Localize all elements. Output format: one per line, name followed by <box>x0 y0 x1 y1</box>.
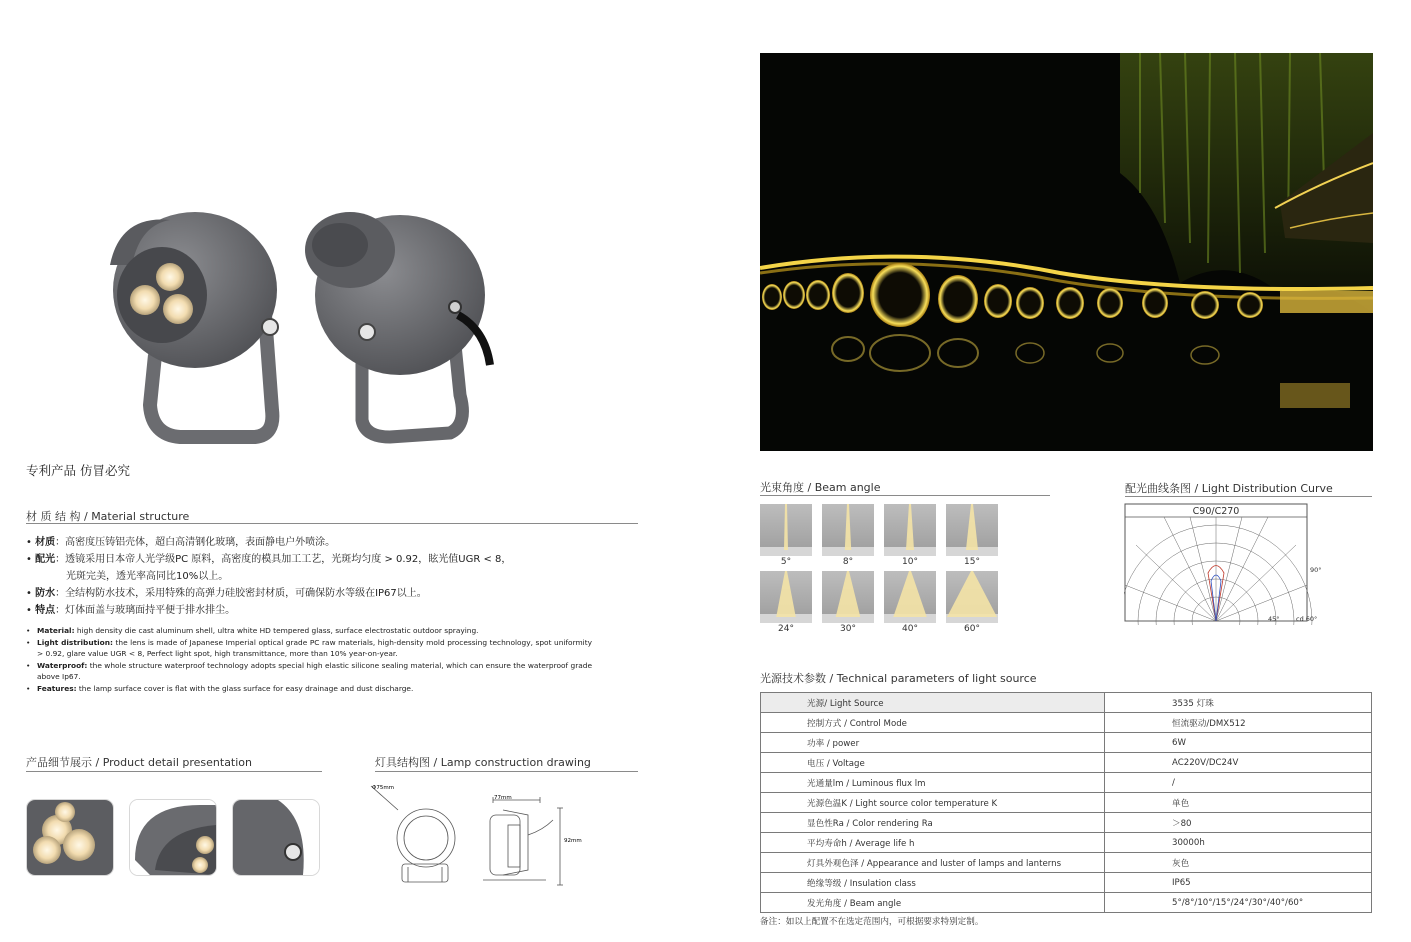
beam-thumb <box>946 571 998 623</box>
list-item: • Features: the lamp surface cover is flat with the glass surface for easy drainage and dust discharge. <box>26 683 414 693</box>
beam-cone <box>906 504 914 550</box>
detail-rule <box>26 771 322 772</box>
detail-heading: 产品细节展示 / Product detail presentation <box>26 756 252 769</box>
detail-thumb-screw <box>232 799 320 876</box>
material-en-list <box>26 625 592 694</box>
beam-label: 5° <box>780 557 792 567</box>
material-cn-list <box>26 534 626 619</box>
list-item: • Material: high density die cast aluminum shell, ultra white HD tempered glass, surface electrostatic outdoor spraying. <box>26 626 479 635</box>
beam-label: 8° <box>842 557 854 567</box>
table-row <box>761 833 1372 853</box>
beam-heading: 光束角度 / Beam angle <box>760 481 881 494</box>
table-row <box>761 813 1372 833</box>
param-value: 3535 灯珠 <box>1105 693 1372 713</box>
beam-cone <box>836 571 861 617</box>
beam-cone <box>893 571 926 617</box>
param-name: 光源/ Light Source <box>761 693 1105 713</box>
param-name: 光通量lm / Luminous flux lm <box>761 773 1105 793</box>
curve-label-60: cd 60° <box>1296 615 1318 623</box>
beam-label: 40° <box>902 624 918 634</box>
construction-rule <box>375 771 638 772</box>
beam-thumb <box>822 504 874 556</box>
param-name: 光源色温K / Light source color temperature K <box>761 793 1105 813</box>
table-row <box>761 693 1372 713</box>
beam-thumb <box>760 571 812 623</box>
param-name: 平均寿命h / Average life h <box>761 833 1105 853</box>
list-item: • Light distribution: the lens is made of Japanese Imperial optical grade PC raw materials, high-density mold processing technology, spot uniformity > 0.92, glare value UGR < 8, Perfect light spot, high transmittance, more than 10% year-on-year. <box>26 637 592 658</box>
curve-label-45: 45° <box>1268 615 1280 623</box>
param-value: 30000h <box>1105 833 1372 853</box>
param-value: IP65 <box>1105 873 1372 893</box>
param-value: 6W <box>1105 733 1372 753</box>
param-name: 控制方式 / Control Mode <box>761 713 1105 733</box>
params-heading: 光源技术参数 / Technical parameters of light source <box>760 672 1037 685</box>
table-row <box>761 753 1372 773</box>
dim-diameter-label: Φ75mm <box>372 785 395 791</box>
material-rule <box>26 523 638 524</box>
patent-tagline: 专利产品 仿冒必究 <box>26 463 130 478</box>
param-name: 绝缘等级 / Insulation class <box>761 873 1105 893</box>
param-value: 5°/8°/10°/15°/24°/30°/40°/60° <box>1105 893 1372 913</box>
material-heading: 材 质 结 构 / Material structure <box>26 510 190 523</box>
detail-thumb-leds <box>26 799 114 876</box>
beam-thumb <box>946 504 998 556</box>
params-table <box>760 692 1372 913</box>
curve-heading: 配光曲线条图 / Light Distribution Curve <box>1125 482 1333 495</box>
beam-label: 15° <box>964 557 980 567</box>
beam-thumb <box>822 571 874 623</box>
beam-rule <box>760 495 1050 496</box>
param-name: 灯具外观色泽 / Appearance and luster of lamps and lanterns <box>761 853 1105 873</box>
curve-label-90: 90° <box>1310 566 1322 574</box>
night-bridge-photo <box>760 53 1373 451</box>
table-row <box>761 773 1372 793</box>
table-row <box>761 713 1372 733</box>
param-value: / <box>1105 773 1372 793</box>
table-row <box>761 873 1372 893</box>
param-name: 功率 / power <box>761 733 1105 753</box>
construction-heading: 灯具结构图 / Lamp construction drawing <box>375 756 591 769</box>
param-value: AC220V/DC24V <box>1105 753 1372 773</box>
list-item-continuation: 光斑完美，透光率高同比10%以上。 <box>66 571 229 582</box>
beam-label: 30° <box>840 624 856 634</box>
table-row <box>761 793 1372 813</box>
param-name: 显色性Ra / Color rendering Ra <box>761 813 1105 833</box>
beam-cone <box>845 504 851 550</box>
beam-thumb <box>884 504 936 556</box>
beam-thumb <box>884 571 936 623</box>
param-value: 灰色 <box>1105 853 1372 873</box>
param-value: ＞80 <box>1105 813 1372 833</box>
list-item: • 配光：透镜采用日本帝人光学级PC 原料，高密度的模具加工工艺，光斑均匀度 > 0.92，眩光值UGR < 8， <box>26 554 512 565</box>
list-item: • Waterproof: the whole structure waterproof technology adopts special high elastic silicone sealing material, which can ensure the waterproof grade above Ip67. <box>26 660 592 681</box>
list-item: • 特点：灯体面盖与玻璃面持平便于排水排尘。 <box>26 605 236 616</box>
beam-cone <box>776 571 796 617</box>
beam-cone <box>784 504 788 550</box>
detail-thumb-visor <box>129 799 217 876</box>
dim-height-label: 92mm <box>564 838 582 844</box>
product-hero-image <box>100 205 500 445</box>
param-value: 单色 <box>1105 793 1372 813</box>
beam-label: 10° <box>902 557 918 567</box>
params-note: 备注：如以上配置不在选定范围内，可根据要求特别定制。 <box>760 917 984 927</box>
beam-thumb <box>760 504 812 556</box>
beam-label: 24° <box>778 624 794 634</box>
curve-rule <box>1125 496 1372 497</box>
beam-cone <box>966 504 978 550</box>
table-row <box>761 733 1372 753</box>
construction-drawing <box>368 780 598 890</box>
curve-title: C90/C270 <box>1192 506 1240 517</box>
param-name: 发光角度 / Beam angle <box>761 893 1105 913</box>
param-value: 恒流驱动/DMX512 <box>1105 713 1372 733</box>
light-distribution-curve <box>1124 503 1324 625</box>
list-item: • 防水：全结构防水技术，采用特殊的高弹力硅胶密封材质，可确保防水等级在IP67以上。 <box>26 588 427 599</box>
param-name: 电压 / Voltage <box>761 753 1105 773</box>
table-row <box>761 893 1372 913</box>
table-row <box>761 853 1372 873</box>
list-item: • 材质：高密度压铸铝壳体，超白高清钢化玻璃，表面静电户外喷涂。 <box>26 537 336 548</box>
dim-width-label: 77mm <box>494 795 512 801</box>
beam-label: 60° <box>964 624 980 634</box>
beam-cone <box>947 571 997 617</box>
